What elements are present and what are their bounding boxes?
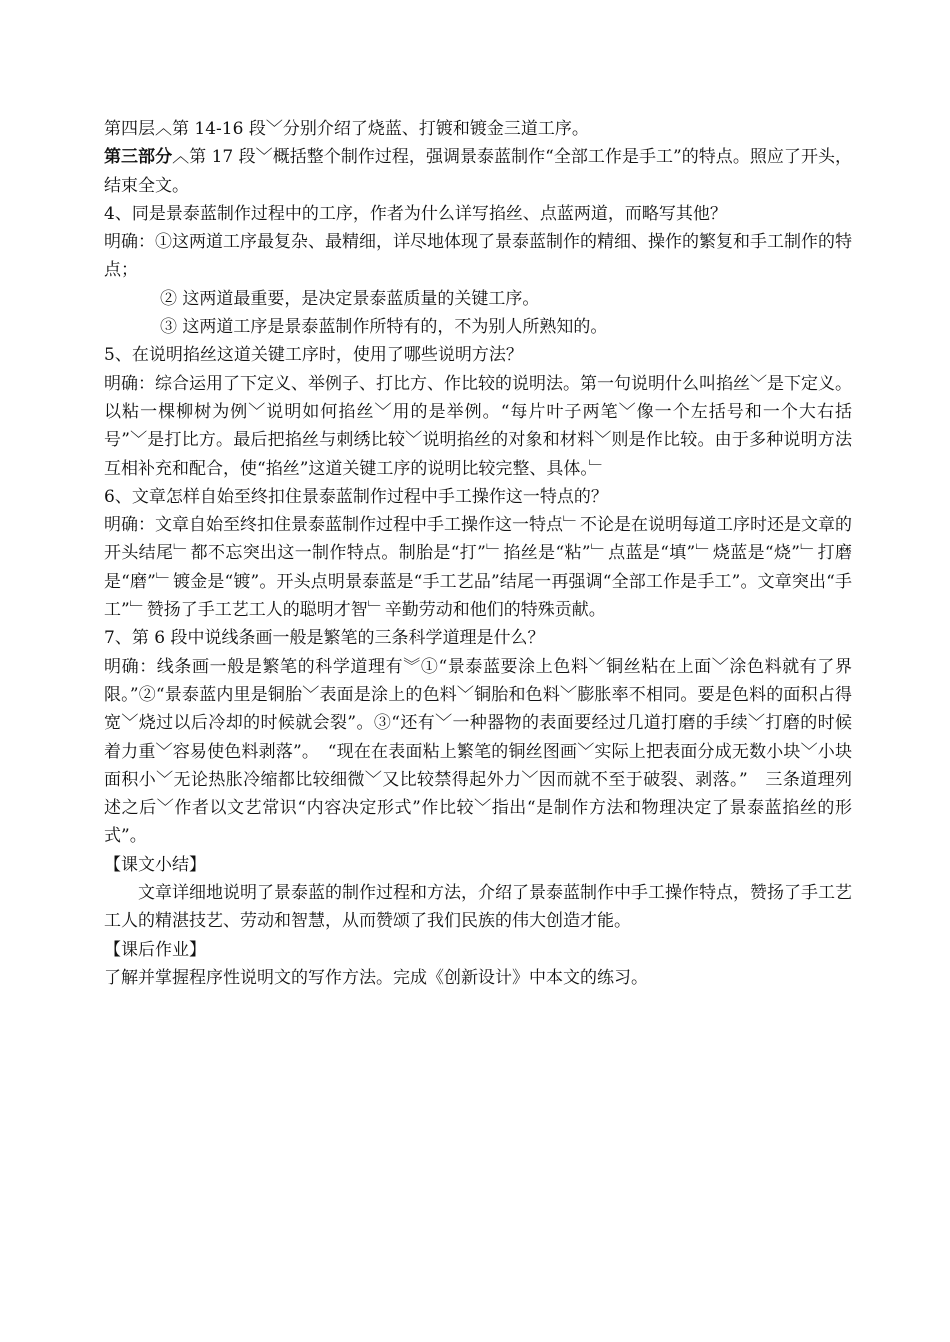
answer-4-point-3: ③ 这两道工序是景泰蓝制作所特有的，不为别人所熟知的。 <box>160 317 608 338</box>
homework-heading: 【课后作业】 <box>104 939 206 960</box>
part3-paragraph <box>104 143 852 200</box>
part3-lead: 第三部分 <box>104 147 173 168</box>
summary-text: 文章详细地说明了景泰蓝的制作过程和方法，介绍了景泰蓝制作中手工操作特点，赞扬了手工艺工人的精湛技艺、劳动和智慧，从而赞颂了我们民族的伟大创造才能。 <box>104 883 852 932</box>
question-6: 6、文章怎样自始至终扣住景泰蓝制作过程中手工操作这一特点的？ <box>104 486 608 507</box>
document-body <box>104 115 852 992</box>
answer-5: 明确：综合运用了下定义、举例子、打比方、作比较的说明法。第一句说明什么叫掐丝﹀是下定义。以粘一棵柳树为例﹀说明如何掐丝﹀用的是举例。“每片叶子两笔﹀像一个左括号和一个大右括号”﹀是打比方。最后把掐丝与刺绣比较﹀说明掐丝的对象和材料﹀则是作比较。由于多种说明方法互相补充和配合，使“掐丝”这道关键工序的说明比较完整、具体。﹂ <box>104 373 852 479</box>
homework-text: 了解并掌握程序性说明文的写作方法。完成《创新设计》中本文的练习。 <box>104 967 648 988</box>
summary-heading: 【课文小结】 <box>104 854 206 875</box>
question-5: 5、在说明掐丝这道关键工序时，使用了哪些说明方法？ <box>104 345 523 366</box>
answer-4-point-2: ② 这两道最重要，是决定景泰蓝质量的关键工序。 <box>160 288 540 309</box>
question-4: 4、同是景泰蓝制作过程中的工序，作者为什么详写掐丝、点蓝两道，而略写其他？ <box>104 203 727 224</box>
answer-7: 明确：线条画一般是繁笔的科学道理有︾①“景泰蓝要涂上色料﹀铜丝粘在上面﹀涂色料就有了界限。”②“景泰蓝内里是铜胎﹀表面是涂上的色料﹀铜胎和色料﹀膨胀率不相同。要是色料的面积占得宽﹀烧过以后冷却的时候就会裂”。③“还有﹀一种器物的表面要经过几道打磨的手续﹀打磨的时候着力重﹀容易使色料剥落”。 “现在在表面粘上繁笔的铜丝图画﹀实际上把表面分成无数小块﹀小块面积小﹀无论热胀冷缩都比较细微﹀又比较禁得起外力﹀因而就不至于破裂、剥落。” 三条道理列述之后﹀作者以文艺常识“内容决定形式”作比较﹀指出“是制作方法和物理决定了景泰蓝掐丝的形式”。 <box>104 656 852 847</box>
layer4-paragraph: 第四层︿第 14-16 段﹀分别介绍了烧蓝、打镀和镀金三道工序。 <box>104 119 589 139</box>
part3-text: ︿第 17 段﹀概括整个制作过程，强调景泰蓝制作“全部工作是手工”的特点。照应了开头，结束全文。 <box>104 147 852 196</box>
answer-6: 明确：文章自始至终扣住景泰蓝制作过程中手工操作这一特点﹂不论是在说明每道工序时还是文章的开头结尾﹂都不忘突出这一制作特点。制胎是“打”﹂掐丝是“粘”﹂点蓝是“填”﹂烧蓝是“烧”﹂打磨是“磨”﹂镀金是“镀”。开头点明景泰蓝是“手工艺品”结尾一再强调“全部工作是手工”。文章突出“手工”﹂赞扬了手工艺工人的聪明才智﹂辛勤劳动和他们的特殊贡献。 <box>104 515 852 621</box>
answer-4-point-1: 明确：①这两道工序最复杂、最精细，详尽地体现了景泰蓝制作的精细、操作的繁复和手工制作的特点； <box>104 232 852 281</box>
question-7: 7、第 6 段中说线条画一般是繁笔的三条科学道理是什么？ <box>104 628 545 649</box>
